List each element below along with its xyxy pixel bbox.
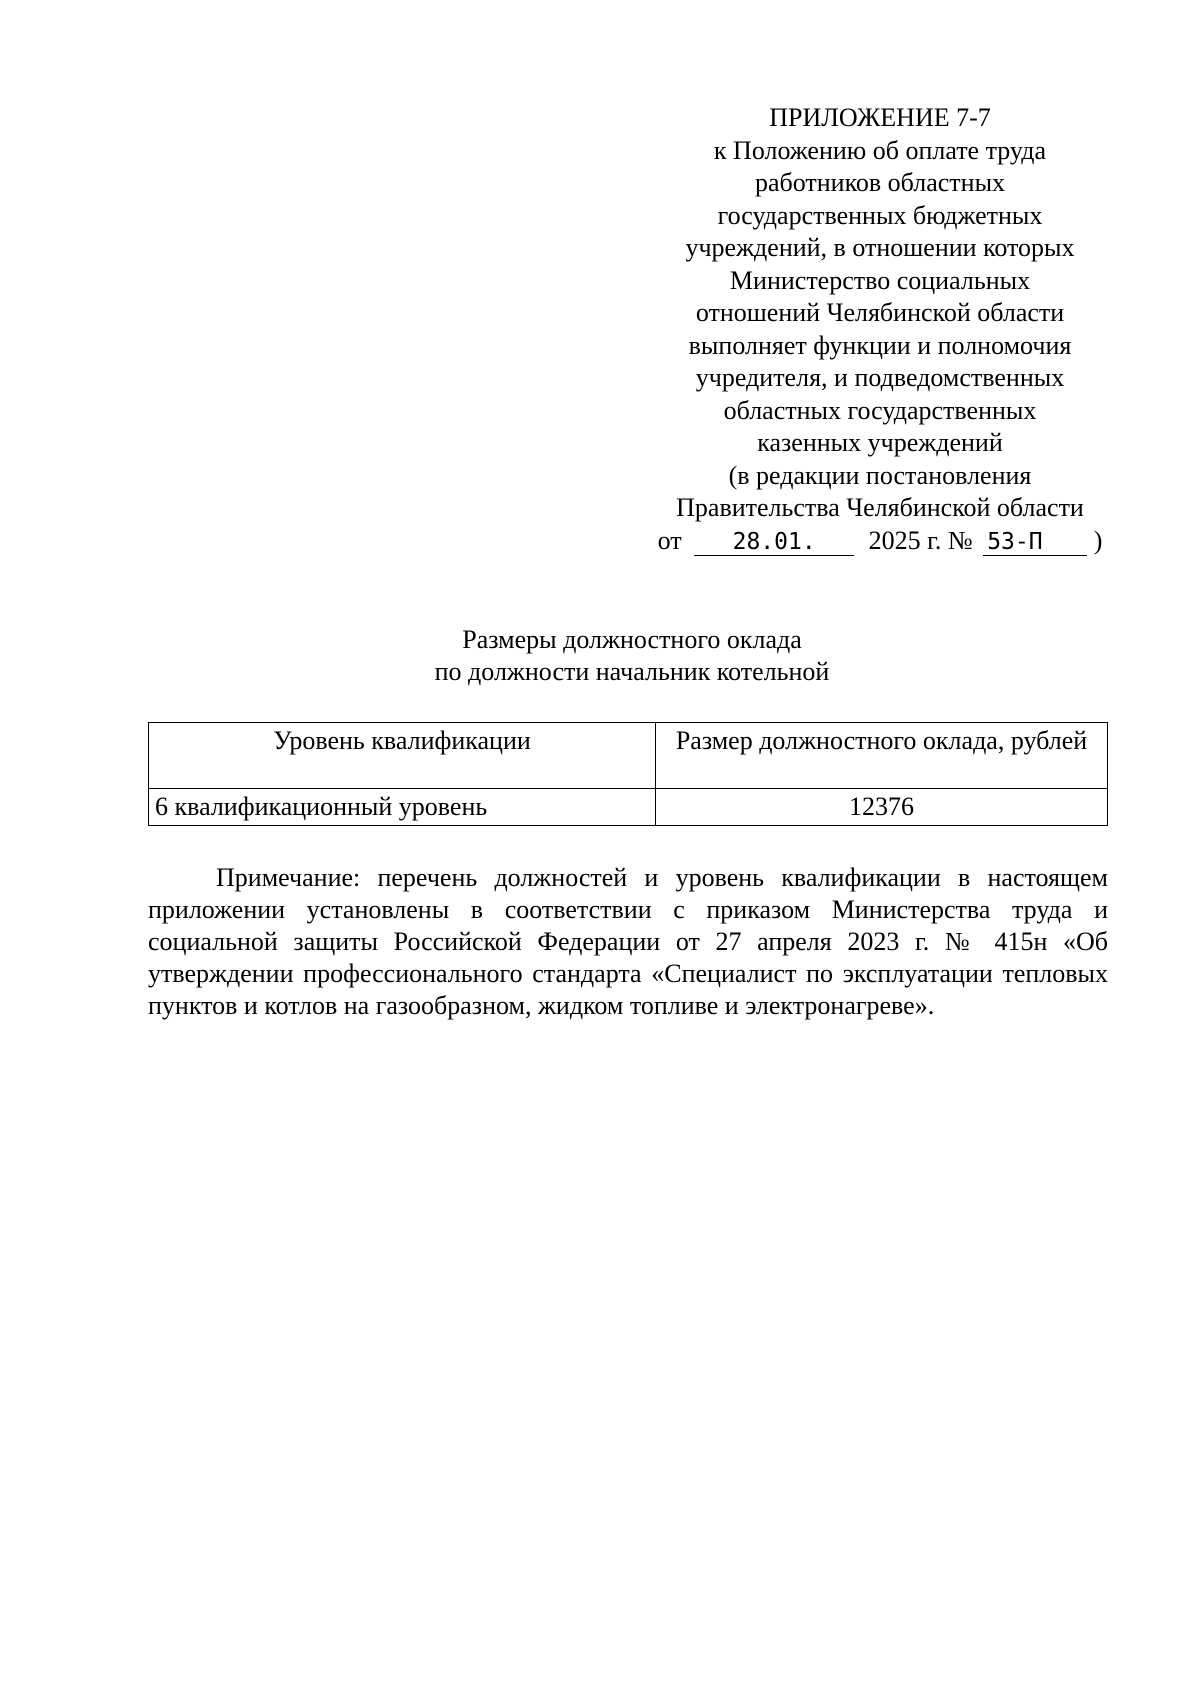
title-line-2: по должности начальник котельной [434,657,830,686]
header-line: отношений Челябинской области [695,298,1065,327]
header-line: областных государственных [723,395,1037,425]
header-line: к Положению об оплате труда [713,135,1047,165]
header-line: Министерство социальных [729,265,1031,295]
header-level: Уровень квалификации [149,723,656,789]
header-line: учредителя, и подведомственных [695,363,1065,392]
resolution-prefix: от [657,525,682,555]
resolution-number: 53-П [983,529,1087,556]
resolution-reference [650,525,1110,558]
resolution-date: 28.01. [694,529,854,556]
header-line: учреждений, в отношении которых [685,233,1075,262]
appendix-title: ПРИЛОЖЕНИЕ 7-7 [769,103,991,132]
resolution-year: 2025 г. № [868,525,973,555]
salary-table [148,722,1108,826]
table-row [149,789,1108,826]
header-line: выполняет функции и полномочия [688,330,1072,360]
title-line-1: Размеры должностного оклада [462,625,802,654]
table-header-row [149,723,1108,789]
cell-salary: 12376 [656,789,1108,826]
header-line: казенных учреждений [757,428,1003,457]
resolution-suffix: ) [1093,525,1103,555]
cell-level: 6 квалификационный уровень [149,789,656,826]
header-line: государственных бюджетных [717,200,1043,230]
appendix-header [650,102,1110,557]
note-paragraph: Примечание: перечень должностей и уровень квалификации в настоящем приложении установлены в соответствии с приказом Министерства труда и социальной защиты Российской Федерации от 27 апреля 2023 г. № 415н «Об утверждении профессионального стандарта «Специалист по эксплуатации тепловых пунктов и котлов на газообразном, жидком топливе и электронагреве». [148,863,1108,1020]
header-salary: Размер должностного оклада, рублей [656,723,1108,789]
document-title [150,624,1114,688]
header-line: (в редакции постановления [728,460,1032,490]
header-line: работников областных [754,168,1006,197]
header-line: Правительства Челябинской области [676,493,1084,522]
